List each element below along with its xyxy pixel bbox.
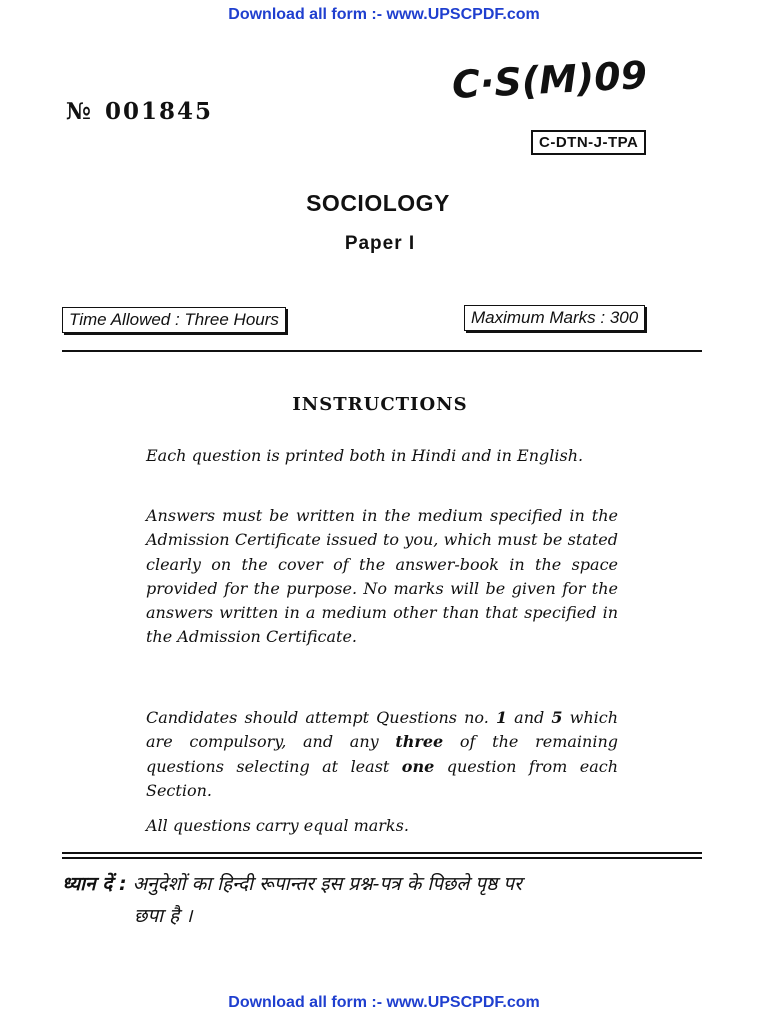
double-divider-bottom: [62, 857, 702, 859]
paper-title: Paper I: [344, 233, 416, 254]
serial-number: [66, 98, 213, 125]
instruction-paragraph-1: Each question is printed both in Hindi and in English.: [146, 446, 584, 465]
divider: [62, 350, 702, 352]
hindi-note: [62, 868, 682, 932]
instruction-text: question from each Section.: [146, 756, 618, 800]
instruction-text: Candidates should attempt Questions no.: [146, 708, 496, 727]
hindi-note-line-2: छपा है ।: [134, 905, 193, 927]
footer-download-link[interactable]: Download all form :- www.UPSCPDF.com: [228, 994, 540, 1011]
paper-code-box: C-DTN-J-TPA: [531, 130, 646, 155]
instruction-text: which are compulsory, and any: [146, 708, 619, 752]
handwritten-code: [448, 50, 698, 108]
question-number: 1: [495, 708, 508, 727]
emphasis-three: three: [395, 732, 444, 752]
serial-value: 001845: [105, 98, 214, 125]
double-divider-top: [62, 852, 702, 854]
instruction-paragraph-4: All questions carry equal marks.: [146, 816, 409, 835]
instruction-text: and: [507, 708, 552, 727]
handwritten-code-text: C·S(M)09: [450, 52, 649, 108]
instruction-paragraph-2: Answers must be written in the medium specified in the Admission Certificate issued to you, which must be stated clearly on the cover of the answer-book in the space provided for the purpose. No marks will be given for the answers written in a medium other than that specified in the Admission Certificate.: [146, 506, 618, 647]
hindi-note-lead: ध्यान दें :: [62, 873, 127, 895]
instruction-paragraph-3: [146, 706, 618, 803]
emphasis-one: one: [401, 756, 435, 776]
maximum-marks-box: Maximum Marks : 300: [464, 305, 645, 331]
instructions-heading: INSTRUCTIONS: [292, 394, 468, 415]
subject-title: SOCIOLOGY: [306, 190, 450, 216]
instruction-text: of the remaining questions selecting at least: [146, 732, 619, 776]
serial-prefix: №: [66, 98, 91, 125]
time-allowed-box: Time Allowed : Three Hours: [62, 307, 286, 333]
header-download-link[interactable]: Download all form :- www.UPSCPDF.com: [228, 6, 540, 23]
hindi-note-line-1: अनुदेशों का हिन्दी रूपान्तर इस प्रश्न-पत्र के पिछले पृष्ठ पर: [126, 873, 522, 895]
question-number: 5: [551, 708, 563, 727]
